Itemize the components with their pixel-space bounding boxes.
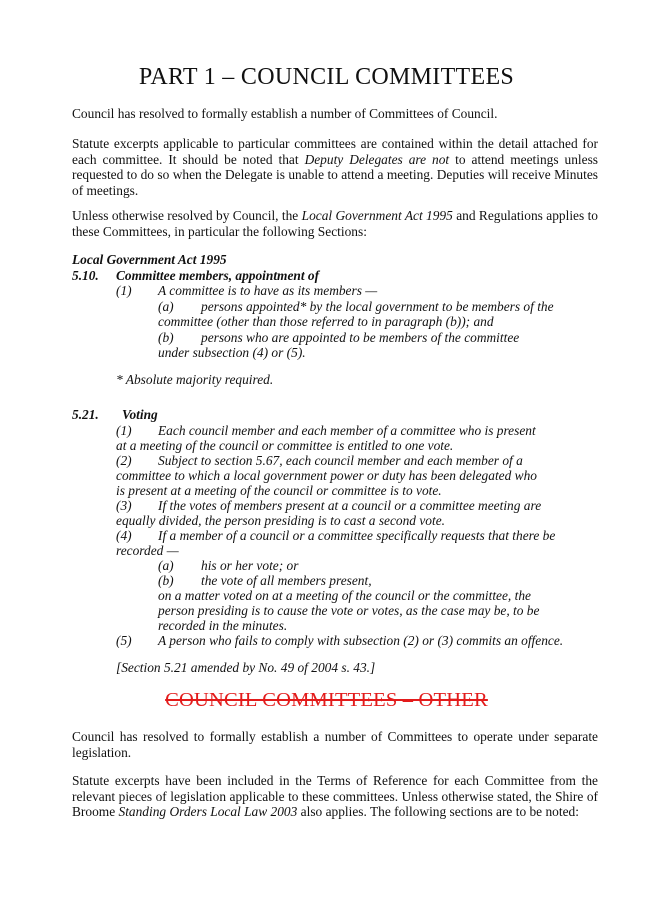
s521-item4-line1: If a member of a council or a committee specifically requests that there be <box>158 528 556 543</box>
s510-note: * Absolute majority required. <box>116 372 274 387</box>
s510-b-line2: under subsection (4) or (5). <box>158 345 306 360</box>
s510-a-number: (a) <box>158 299 174 314</box>
statute-text-b: to attend meetings unless requested to do so when the Delegate is unable to attend a meeting. Deputies will receive Minutes of meetings. <box>72 151 598 198</box>
separate-legislation-paragraph: Council has resolved to formally establish a number of Committees to operate under separate legislation. <box>72 729 598 760</box>
intro-paragraph: Council has resolved to formally establish a number of Committees of Council. <box>72 106 498 121</box>
s521-item5-number: (5) <box>116 633 132 648</box>
s521-cont-line3: recorded in the minutes. <box>158 618 288 633</box>
s521-cont-line1: on a matter voted on at a meeting of the council or the committee, the <box>158 588 531 603</box>
page-title: PART 1 – COUNCIL COMMITTEES <box>138 64 515 90</box>
s510-a-line1: persons appointed* by the local government to be members of the <box>201 299 554 314</box>
s521-item4-line2: recorded — <box>116 543 179 558</box>
s521-item2-number: (2) <box>116 453 132 468</box>
s521-title: Voting <box>122 407 158 422</box>
s510-title: Committee members, appointment of <box>116 268 320 283</box>
s521-item1-line1: Each council member and each member of a committee who is present <box>158 423 536 438</box>
s510-item1-text: A committee is to have as its members — <box>158 283 378 298</box>
s521-item1-number: (1) <box>116 423 132 438</box>
statute-emphasis: Deputy Delegates are not <box>304 151 450 167</box>
s510-item1-number: (1) <box>116 283 132 298</box>
s521-b-text: the vote of all members present, <box>201 573 372 588</box>
s521-item3-number: (3) <box>116 498 132 513</box>
s510-b-line1: persons who are appointed to be members of the committee <box>201 330 520 345</box>
s521-amended-note: [Section 5.21 amended by No. 49 of 2004 s. 43.] <box>116 660 376 675</box>
s510-a-line2: committee (other than those referred to in paragraph (b)); and <box>158 314 494 329</box>
excerpts-text-b: also applies. The following sections are to be noted: <box>297 804 579 820</box>
s521-b-number: (b) <box>158 573 174 588</box>
s521-item4-number: (4) <box>116 528 132 543</box>
unless-emphasis: Local Government Act 1995 <box>301 208 453 223</box>
unless-text-a: Unless otherwise resolved by Council, the <box>72 208 302 223</box>
s510-number: 5.10. <box>72 268 99 283</box>
act-heading: Local Government Act 1995 <box>72 252 227 267</box>
unless-paragraph <box>72 208 598 239</box>
s521-a-text: his or her vote; or <box>201 558 299 573</box>
s521-item5-text: A person who fails to comply with subsection (2) or (3) commits an offence. <box>158 633 564 648</box>
s521-cont-line2: person presiding is to cause the vote or votes, as the case may be, to be <box>158 603 540 618</box>
s521-item3-line2: equally divided, the person presiding is to cast a second vote. <box>116 513 445 528</box>
excerpts-paragraph <box>72 773 598 820</box>
s521-item1-line2: at a meeting of the council or committee is entitled to one vote. <box>116 438 454 453</box>
s521-item3-line1: If the votes of members present at a council or a committee meeting are <box>158 498 542 513</box>
excerpts-emphasis: Standing Orders Local Law 2003 <box>118 804 298 820</box>
s521-item2-line1: Subject to section 5.67, each council member and each member of a <box>158 453 523 468</box>
statute-paragraph <box>72 136 598 198</box>
excerpts-text-a: Statute excerpts have been included in the Terms of Reference for each Committee from the relevant pieces of legislation applicable to these committees. Unless otherwise stated, the Shire of Broome <box>72 773 598 820</box>
statute-text-a: Statute excerpts applicable to particular committees are contained within the detail attached for each committee. It should be noted that <box>72 136 598 167</box>
s521-number: 5.21. <box>72 407 99 422</box>
s521-a-number: (a) <box>158 558 174 573</box>
s521-item2-line3: is present at a meeting of the council or committee is to vote. <box>116 483 442 498</box>
s521-item2-line2: committee to which a local government power or duty has been delegated who <box>116 468 537 483</box>
s510-b-number: (b) <box>158 330 174 345</box>
unless-text-b: and Regulations applies to these Committees, in particular the following Sections: <box>72 208 598 239</box>
other-committees-heading: COUNCIL COMMITTEES – OTHER <box>165 689 488 711</box>
